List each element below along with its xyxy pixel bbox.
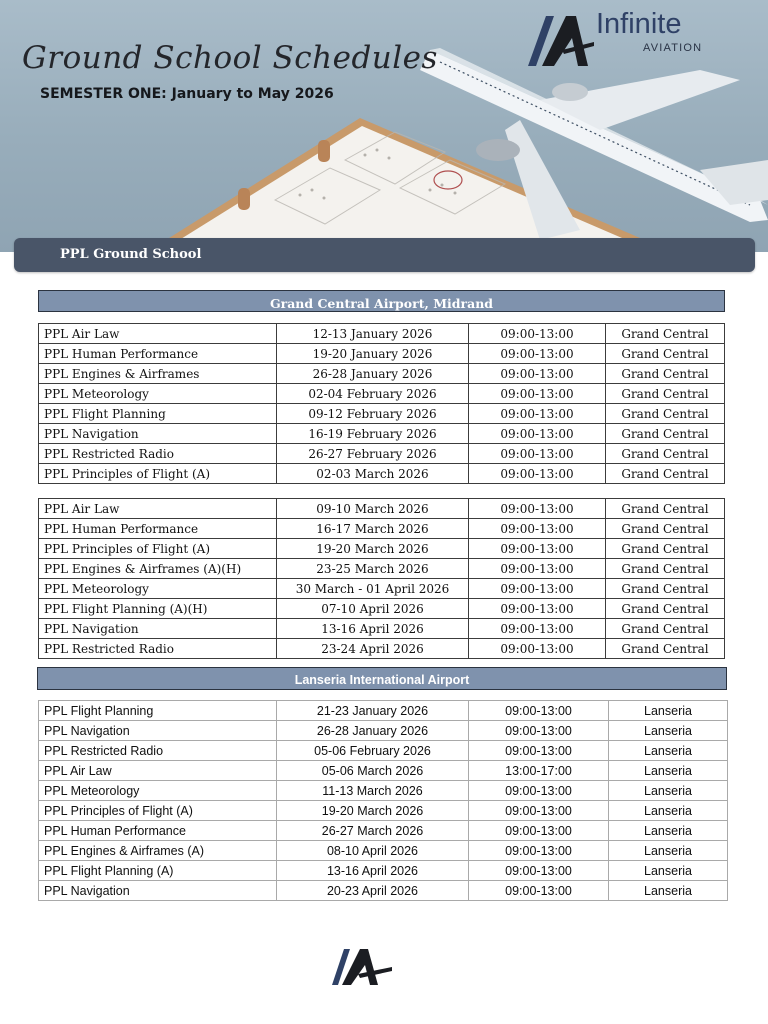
time-cell: 09:00-13:00 [469, 404, 606, 424]
time-cell: 09:00-13:00 [469, 464, 606, 484]
course-cell: PPL Meteorology [39, 384, 277, 404]
course-cell: PPL Flight Planning [39, 701, 277, 721]
table-row [39, 821, 728, 841]
dates-cell: 26-28 January 2026 [277, 721, 469, 741]
time-cell: 09:00-13:00 [469, 721, 609, 741]
time-cell: 09:00-13:00 [469, 881, 609, 901]
dates-cell: 19-20 March 2026 [277, 801, 469, 821]
course-cell: PPL Meteorology [39, 579, 277, 599]
time-cell: 09:00-13:00 [469, 741, 609, 761]
dates-cell: 16-17 March 2026 [277, 519, 469, 539]
time-cell: 09:00-13:00 [469, 424, 606, 444]
time-cell: 09:00-13:00 [469, 781, 609, 801]
course-cell: PPL Engines & Airframes (A) [39, 841, 277, 861]
dates-cell: 13-16 April 2026 [277, 619, 469, 639]
course-cell: PPL Meteorology [39, 781, 277, 801]
venue-cell: Lanseria [609, 861, 728, 881]
airport-header-grand-central: Grand Central Airport, Midrand [38, 290, 725, 312]
course-cell: PPL Flight Planning (A) [39, 861, 277, 881]
venue-cell: Grand Central [606, 464, 725, 484]
venue-cell: Lanseria [609, 881, 728, 901]
venue-cell: Lanseria [609, 781, 728, 801]
table-row [39, 781, 728, 801]
course-cell: PPL Restricted Radio [39, 639, 277, 659]
time-cell: 09:00-13:00 [469, 821, 609, 841]
dates-cell: 07-10 April 2026 [277, 599, 469, 619]
venue-cell: Grand Central [606, 404, 725, 424]
course-cell: PPL Navigation [39, 881, 277, 901]
time-cell: 09:00-13:00 [469, 324, 606, 344]
venue-cell: Grand Central [606, 444, 725, 464]
time-cell: 09:00-13:00 [469, 519, 606, 539]
venue-cell: Grand Central [606, 424, 725, 444]
table-row [39, 499, 725, 519]
script-title: Ground School Schedules [22, 40, 438, 76]
infinite-aviation-logo-icon [528, 14, 600, 68]
time-cell: 09:00-13:00 [469, 444, 606, 464]
venue-cell: Grand Central [606, 619, 725, 639]
table-row [39, 861, 728, 881]
course-cell: PPL Air Law [39, 499, 277, 519]
venue-cell: Lanseria [609, 761, 728, 781]
infinite-aviation-logo-icon [330, 947, 394, 987]
course-cell: PPL Navigation [39, 721, 277, 741]
table-row [39, 519, 725, 539]
table-row [39, 444, 725, 464]
time-cell: 09:00-13:00 [469, 559, 606, 579]
grand-central-schedule-table-2 [38, 498, 725, 659]
dates-cell: 13-16 April 2026 [277, 861, 469, 881]
table-row [39, 364, 725, 384]
table-row [39, 464, 725, 484]
time-cell: 09:00-13:00 [469, 599, 606, 619]
time-cell: 09:00-13:00 [469, 579, 606, 599]
table-row [39, 761, 728, 781]
time-cell: 13:00-17:00 [469, 761, 609, 781]
time-cell: 09:00-13:00 [469, 499, 606, 519]
dates-cell: 09-10 March 2026 [277, 499, 469, 519]
dates-cell: 26-27 February 2026 [277, 444, 469, 464]
table-row [39, 599, 725, 619]
dates-cell: 02-03 March 2026 [277, 464, 469, 484]
dates-cell: 23-25 March 2026 [277, 559, 469, 579]
venue-cell: Lanseria [609, 821, 728, 841]
grand-central-schedule-table-1 [38, 323, 725, 484]
table-row [39, 579, 725, 599]
course-cell: PPL Engines & Airframes (A)(H) [39, 559, 277, 579]
time-cell: 09:00-13:00 [469, 384, 606, 404]
brand-subtitle: AVIATION [643, 42, 703, 54]
dates-cell: 30 March - 01 April 2026 [277, 579, 469, 599]
dates-cell: 21-23 January 2026 [277, 701, 469, 721]
table-row [39, 619, 725, 639]
time-cell: 09:00-13:00 [469, 841, 609, 861]
brand-name: Infinite [596, 8, 682, 40]
table-row [39, 701, 728, 721]
dates-cell: 05-06 March 2026 [277, 761, 469, 781]
venue-cell: Grand Central [606, 639, 725, 659]
dates-cell: 11-13 March 2026 [277, 781, 469, 801]
time-cell: 09:00-13:00 [469, 701, 609, 721]
course-cell: PPL Principles of Flight (A) [39, 539, 277, 559]
dates-cell: 05-06 February 2026 [277, 741, 469, 761]
course-cell: PPL Human Performance [39, 519, 277, 539]
time-cell: 09:00-13:00 [469, 344, 606, 364]
table-row [39, 424, 725, 444]
dates-cell: 02-04 February 2026 [277, 384, 469, 404]
venue-cell: Grand Central [606, 579, 725, 599]
course-cell: PPL Engines & Airframes [39, 364, 277, 384]
lanseria-schedule-table [38, 700, 728, 901]
venue-cell: Lanseria [609, 741, 728, 761]
venue-cell: Lanseria [609, 801, 728, 821]
section-banner [14, 238, 755, 272]
course-cell: PPL Human Performance [39, 344, 277, 364]
dates-cell: 26-27 March 2026 [277, 821, 469, 841]
table-row [39, 404, 725, 424]
course-cell: PPL Flight Planning [39, 404, 277, 424]
course-cell: PPL Restricted Radio [39, 741, 277, 761]
course-cell: PPL Restricted Radio [39, 444, 277, 464]
table-row [39, 721, 728, 741]
time-cell: 09:00-13:00 [469, 539, 606, 559]
section-title: PPL Ground School [60, 247, 202, 262]
table-row [39, 344, 725, 364]
course-cell: PPL Navigation [39, 619, 277, 639]
table-row [39, 384, 725, 404]
venue-cell: Lanseria [609, 701, 728, 721]
dates-cell: 20-23 April 2026 [277, 881, 469, 901]
table-row [39, 801, 728, 821]
time-cell: 09:00-13:00 [469, 801, 609, 821]
venue-cell: Grand Central [606, 344, 725, 364]
venue-cell: Lanseria [609, 841, 728, 861]
venue-cell: Lanseria [609, 721, 728, 741]
dates-cell: 19-20 January 2026 [277, 344, 469, 364]
venue-cell: Grand Central [606, 384, 725, 404]
dates-cell: 08-10 April 2026 [277, 841, 469, 861]
dates-cell: 23-24 April 2026 [277, 639, 469, 659]
time-cell: 09:00-13:00 [469, 861, 609, 881]
dates-cell: 19-20 March 2026 [277, 539, 469, 559]
table-row [39, 881, 728, 901]
table-row [39, 639, 725, 659]
venue-cell: Grand Central [606, 519, 725, 539]
dates-cell: 26-28 January 2026 [277, 364, 469, 384]
dates-cell: 12-13 January 2026 [277, 324, 469, 344]
course-cell: PPL Flight Planning (A)(H) [39, 599, 277, 619]
semester-subtitle: SEMESTER ONE: January to May 2026 [40, 86, 334, 102]
venue-cell: Grand Central [606, 559, 725, 579]
hero-banner [0, 0, 768, 252]
course-cell: PPL Human Performance [39, 821, 277, 841]
time-cell: 09:00-13:00 [469, 619, 606, 639]
table-row [39, 539, 725, 559]
course-cell: PPL Air Law [39, 324, 277, 344]
venue-cell: Grand Central [606, 324, 725, 344]
table-row [39, 841, 728, 861]
course-cell: PPL Navigation [39, 424, 277, 444]
airport-header-lanseria: Lanseria International Airport [37, 667, 727, 690]
table-row [39, 324, 725, 344]
venue-cell: Grand Central [606, 499, 725, 519]
course-cell: PPL Principles of Flight (A) [39, 464, 277, 484]
venue-cell: Grand Central [606, 599, 725, 619]
course-cell: PPL Principles of Flight (A) [39, 801, 277, 821]
time-cell: 09:00-13:00 [469, 639, 606, 659]
venue-cell: Grand Central [606, 364, 725, 384]
dates-cell: 16-19 February 2026 [277, 424, 469, 444]
venue-cell: Grand Central [606, 539, 725, 559]
dates-cell: 09-12 February 2026 [277, 404, 469, 424]
table-row [39, 741, 728, 761]
table-row [39, 559, 725, 579]
time-cell: 09:00-13:00 [469, 364, 606, 384]
course-cell: PPL Air Law [39, 761, 277, 781]
